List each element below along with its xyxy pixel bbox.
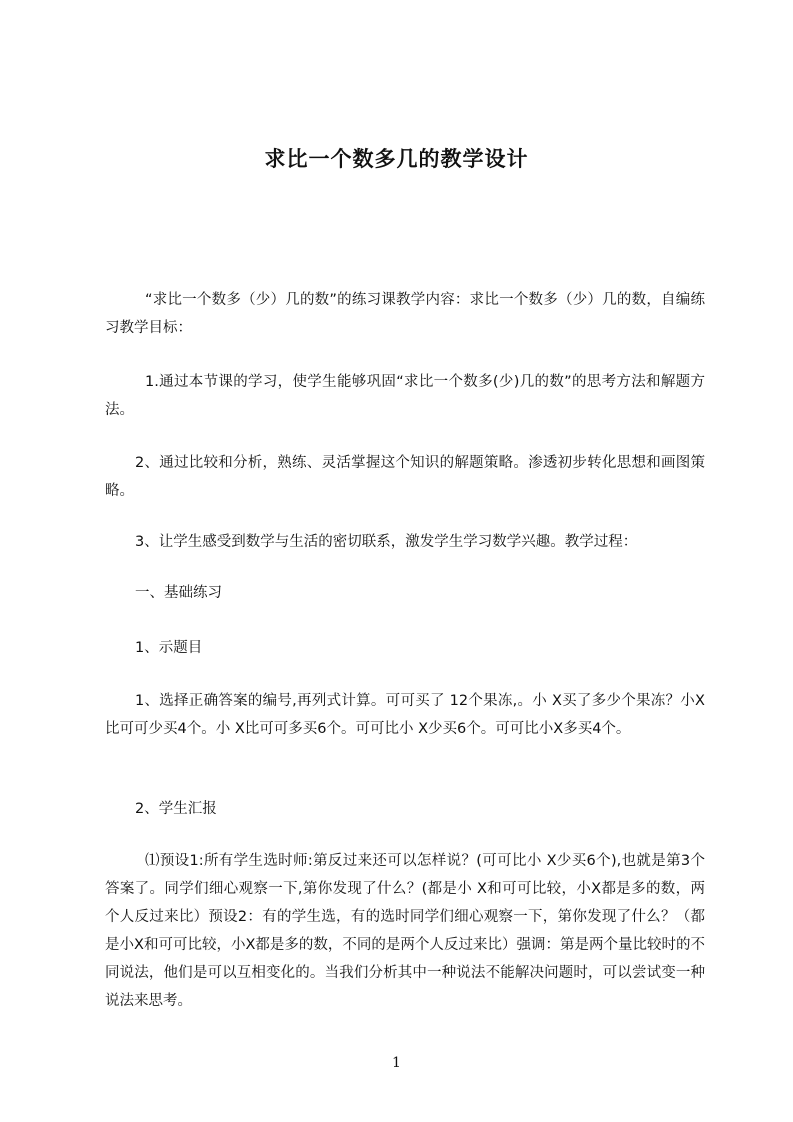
page-title: 求比一个数多几的教学设计 xyxy=(264,147,529,171)
intro-paragraph: “求比一个数多（少）几的数”的练习课教学内容：求比一个数多（少）几的数，自编练习教学目标： xyxy=(105,292,705,336)
page-number: 1 xyxy=(392,1055,401,1071)
subsection-show-question: 1、示题目 xyxy=(135,640,203,656)
objective-2-paragraph: 2、通过比较和分析，熟练、灵活掌握这个知识的解题策略。渗透初步转化思想和画图策略。 xyxy=(105,455,705,499)
subsection-student-report: 2、学生汇报 xyxy=(135,801,217,817)
objective-1-paragraph: 1.通过本节课的学习，使学生能够巩固“求比一个数多(少)几的数”的思考方法和解题方法。 xyxy=(105,374,705,418)
report-paragraph: ⑴预设1:所有学生选时师:第反过来还可以怎样说？(可可比小 X少买6个),也就是第3个答案了。同学们细心观察一下,第你发现了什么？(都是小 X和可可比较，小X都是多的数，两个人反过来比）预设2：有的学生选，有的选时同学们细心观察一下，第你发现了什么？（都是小X和可可比较，小X都是多的数，不同的是两个人反过来比）强调：第是两个量比较时的不同说法，他们是可以互相变化的。当我们分析其中一种说法不能解决问题时，可以尝试变一种说法来思考。 xyxy=(105,853,705,1009)
objective-3-paragraph: 3、让学生感受到数学与生活的密切联系，激发学生学习数学兴趣。教学过程： xyxy=(135,534,638,550)
exercise-paragraph: 1、选择正确答案的编号,再列式计算。可可买了 12个果冻,。小 X买了多少个果冻？小X比可可少买4个。小 X比可可多买6个。可可比小 X少买6个。可可比小X多买4个。 xyxy=(105,693,705,737)
section-heading-basic-practice: 一、基础练习 xyxy=(135,585,222,601)
